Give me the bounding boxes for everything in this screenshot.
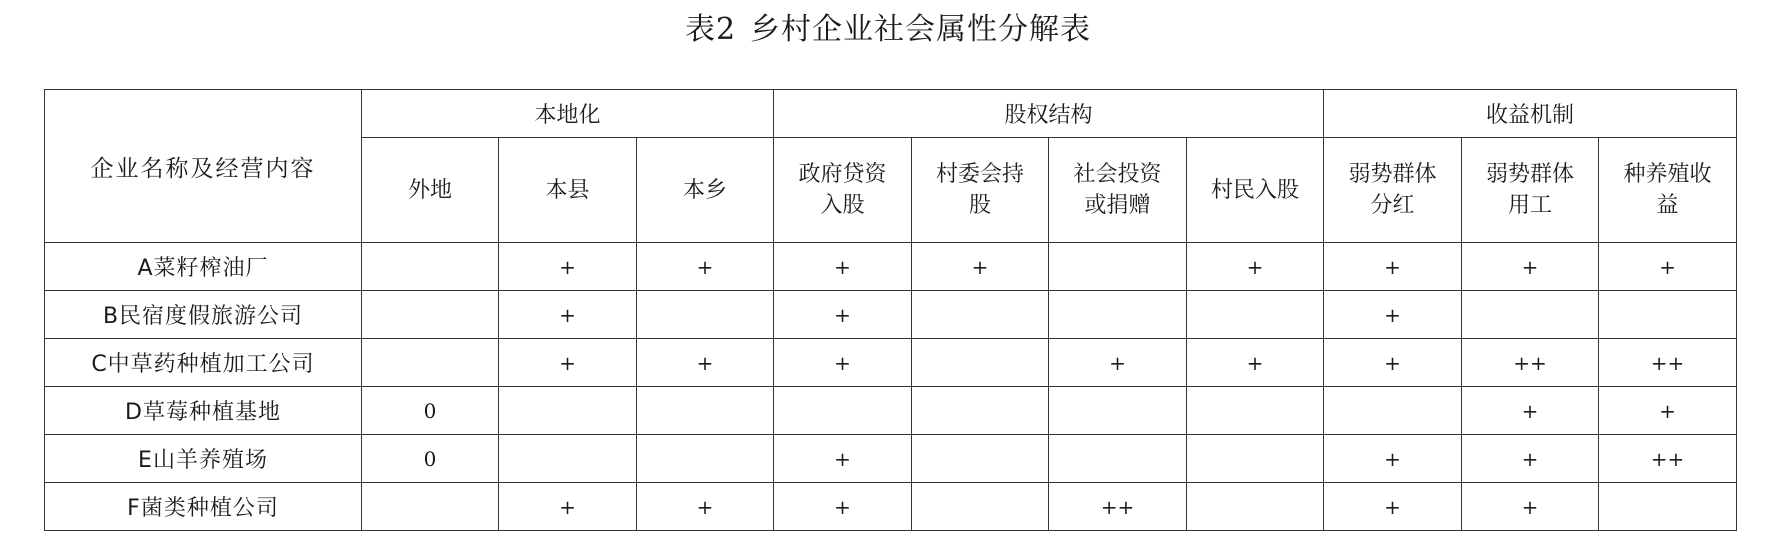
column-header-label: 弱势群体分红 [1348, 162, 1437, 218]
table-cell [362, 339, 499, 387]
enterprise-name-cell: E山羊养殖场 [45, 435, 362, 483]
column-header [1462, 138, 1599, 243]
table-cell: + [637, 339, 774, 387]
table-cell: + [1462, 435, 1599, 483]
table-cell: + [1462, 243, 1599, 291]
table-cell [637, 291, 774, 339]
table-cell: ++ [1462, 339, 1599, 387]
table-cell [362, 243, 499, 291]
table-cell: + [499, 291, 637, 339]
corner-header: 企业名称及经营内容 [45, 90, 362, 243]
table-cell: ++ [1049, 483, 1187, 531]
table-row [45, 387, 1737, 435]
column-header [1187, 138, 1324, 243]
table-cell: + [774, 243, 912, 291]
column-header [362, 138, 499, 243]
enterprise-name-cell: F菌类种植公司 [45, 483, 362, 531]
table-cell: + [1599, 243, 1737, 291]
table-cell: + [1049, 339, 1187, 387]
table-title-text: 乡村企业社会属性分解表 [750, 12, 1092, 47]
table-cell: + [912, 243, 1049, 291]
table-cell [362, 483, 499, 531]
table-cell [1324, 387, 1462, 435]
table-cell [499, 387, 637, 435]
table-cell: + [1324, 435, 1462, 483]
table-cell: + [774, 435, 912, 483]
table-cell: 0 [362, 435, 499, 483]
group-header: 股权结构 [774, 90, 1324, 138]
table-cell: + [1324, 291, 1462, 339]
table-cell: + [499, 243, 637, 291]
column-header [1049, 138, 1187, 243]
table-cell [1049, 435, 1187, 483]
table-cell: + [1324, 483, 1462, 531]
column-header-label: 弱势群体用工 [1486, 162, 1575, 218]
table-cell: ++ [1599, 435, 1737, 483]
column-header-label: 本县 [545, 177, 590, 203]
table-row [45, 435, 1737, 483]
table-cell: 0 [362, 387, 499, 435]
table-row [45, 483, 1737, 531]
table-cell [1462, 291, 1599, 339]
table-cell [912, 387, 1049, 435]
table-cell [1187, 483, 1324, 531]
enterprise-name-cell: C中草药种植加工公司 [45, 339, 362, 387]
column-header [912, 138, 1049, 243]
column-header-label: 本乡 [683, 177, 728, 203]
table-cell [1599, 483, 1737, 531]
table-cell [1187, 435, 1324, 483]
table-title [0, 10, 1776, 50]
table-cell: + [1599, 387, 1737, 435]
column-header-label: 种养殖收益 [1623, 162, 1712, 218]
table-cell [1049, 387, 1187, 435]
table-cell [637, 435, 774, 483]
table-cell: + [774, 291, 912, 339]
table-cell: + [637, 483, 774, 531]
column-header [1599, 138, 1737, 243]
enterprise-name-cell: A菜籽榨油厂 [45, 243, 362, 291]
column-header [1324, 138, 1462, 243]
group-header-row [45, 90, 1737, 138]
table-cell: + [1187, 243, 1324, 291]
table-row [45, 291, 1737, 339]
enterprise-name-cell: B民宿度假旅游公司 [45, 291, 362, 339]
column-header-label: 社会投资或捐赠 [1073, 162, 1162, 218]
column-header [774, 138, 912, 243]
column-header [637, 138, 774, 243]
table-cell: + [1324, 243, 1462, 291]
table-cell [637, 387, 774, 435]
table-cell [912, 483, 1049, 531]
table-cell: + [1462, 483, 1599, 531]
table-cell: + [637, 243, 774, 291]
table-cell: + [499, 483, 637, 531]
table-cell [1599, 291, 1737, 339]
table-cell [1049, 291, 1187, 339]
table-row [45, 339, 1737, 387]
table-cell [912, 435, 1049, 483]
table-cell: + [1462, 387, 1599, 435]
table-body [45, 243, 1737, 531]
table-cell [499, 435, 637, 483]
table-cell: + [774, 339, 912, 387]
table-cell: + [499, 339, 637, 387]
table-cell [1187, 387, 1324, 435]
table-cell [774, 387, 912, 435]
column-header-label: 村委会持股 [936, 162, 1025, 218]
column-header-label: 村民入股 [1211, 177, 1300, 203]
table-cell [1187, 291, 1324, 339]
table-cell [912, 339, 1049, 387]
group-header: 收益机制 [1324, 90, 1737, 138]
table-cell [1049, 243, 1187, 291]
column-header-label: 外地 [407, 177, 452, 203]
table-cell: ++ [1599, 339, 1737, 387]
attribute-table [44, 89, 1737, 531]
table-cell: + [1187, 339, 1324, 387]
enterprise-name-cell: D草莓种植基地 [45, 387, 362, 435]
table-cell [362, 291, 499, 339]
column-header-label: 政府贷资入股 [798, 162, 887, 218]
table-number: 表2 [684, 12, 737, 47]
table-cell [912, 291, 1049, 339]
group-header: 本地化 [362, 90, 774, 138]
table-header [45, 90, 1737, 243]
table-cell: + [1324, 339, 1462, 387]
table-cell: + [774, 483, 912, 531]
table-row [45, 243, 1737, 291]
column-header [499, 138, 637, 243]
